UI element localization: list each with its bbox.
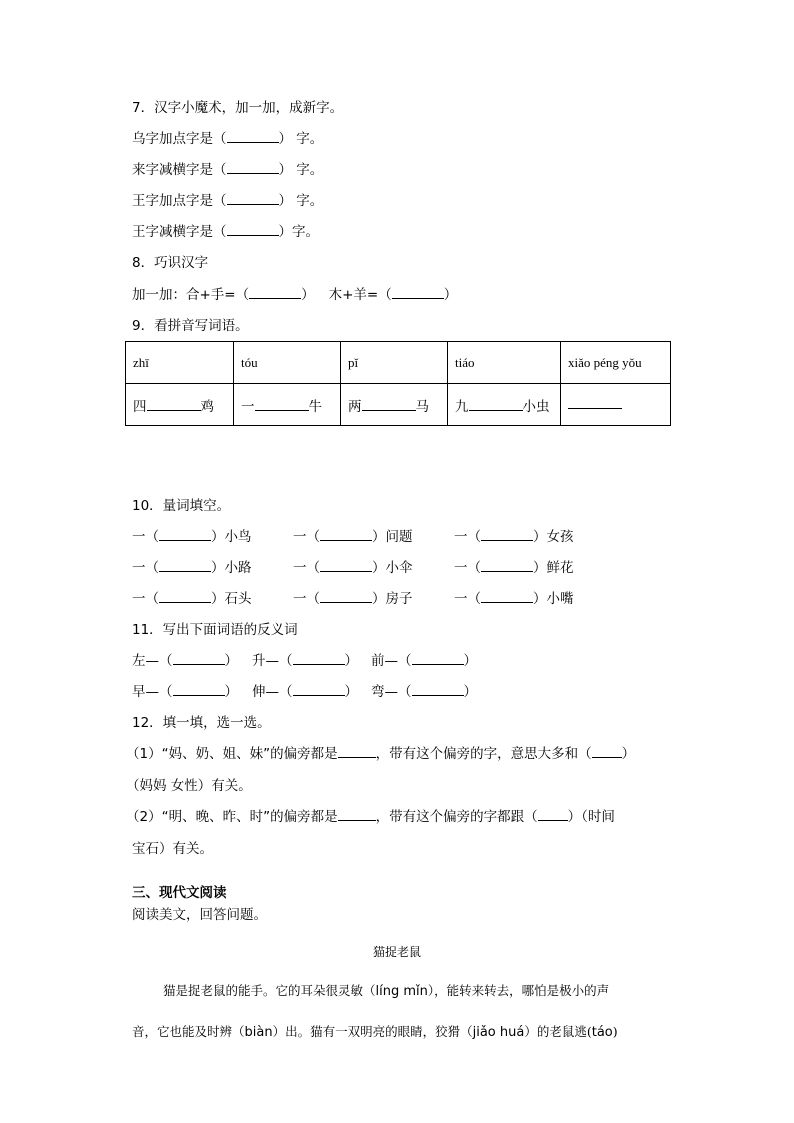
answer-blank[interactable]	[293, 683, 345, 696]
q7-line-4-text: 王字减横字是（	[132, 224, 227, 240]
answer-blank[interactable]	[227, 192, 279, 205]
answer-blank[interactable]	[412, 652, 464, 665]
q10-row-1	[132, 528, 574, 546]
q10-post: ）小鸟	[211, 529, 252, 545]
q10-pre: 一（	[454, 591, 481, 607]
answer-blank[interactable]	[173, 652, 225, 665]
q8-close: ）	[301, 287, 315, 303]
q10-row-2	[132, 559, 574, 577]
q11-post: ）	[224, 684, 238, 700]
q7-line-2-text: 来字减横字是（	[132, 162, 227, 178]
q12-p2-text-2: ，带有这个偏旁的字都跟（	[375, 809, 538, 825]
answer-blank[interactable]	[159, 528, 211, 541]
q7-line-1-text: 乌字加点字是（	[132, 131, 227, 147]
q8-title: 8．巧识汉字	[132, 255, 209, 271]
pinyin-annotation: biàn	[244, 1025, 273, 1040]
word-prefix: 四	[133, 398, 147, 415]
q8-second: 木+羊=（	[328, 287, 392, 303]
word-prefix: 一	[241, 398, 255, 415]
q12-p1-close: ）	[621, 746, 636, 762]
reading-instruction: 阅读美文，回答问题。	[132, 907, 267, 923]
q7-line-2	[132, 161, 323, 179]
word-cell[interactable]	[341, 384, 448, 426]
q11-row-1	[132, 652, 477, 670]
answer-blank[interactable]	[173, 683, 225, 696]
pinyin-cell: xiǎo péng yǒu	[561, 342, 671, 384]
word-suffix: 牛	[308, 398, 322, 415]
q12-p1-text: （1）“妈、奶、姐、妹”的偏旁都是	[126, 746, 338, 762]
story-text: ），能转来转去，哪怕是极小的声	[427, 983, 610, 998]
pinyin-cell: tóu	[234, 342, 341, 384]
q10-post: ）房子	[372, 591, 413, 607]
word-cell[interactable]	[448, 384, 561, 426]
answer-blank[interactable]	[481, 590, 533, 603]
q8-end-close: ）	[443, 287, 458, 303]
answer-blank[interactable]	[568, 396, 622, 409]
q10-pre: 一（	[454, 529, 481, 545]
q7-line-4	[132, 223, 319, 241]
q11-post: ）	[224, 653, 238, 669]
q9-title: 9．看拼音写词语。	[132, 318, 249, 334]
answer-blank[interactable]	[320, 590, 372, 603]
word-suffix: 鸡	[200, 398, 214, 415]
answer-blank[interactable]	[469, 398, 523, 411]
q12-p2-options: ）（时间	[567, 809, 615, 825]
q11-pre: 早—（	[132, 684, 173, 700]
q7-line-3-text: 王字加点字是（	[132, 193, 227, 209]
q11-pre: 升—（	[252, 653, 293, 669]
q12-title: 12．填一填，选一选。	[132, 715, 271, 731]
pinyin-cell: tiáo	[448, 342, 561, 384]
q10-pre: 一（	[132, 529, 159, 545]
story-line-2	[132, 1022, 618, 1040]
answer-blank[interactable]	[320, 559, 372, 572]
q10-row-3	[132, 590, 574, 608]
pinyin-annotation: jiǎo huá	[472, 1025, 525, 1040]
answer-blank[interactable]	[338, 808, 376, 821]
answer-blank[interactable]	[392, 286, 444, 299]
q12-part-2	[126, 808, 615, 826]
word-cell[interactable]	[234, 384, 341, 426]
q8-line	[132, 286, 457, 304]
q10-post: ）女孩	[533, 529, 574, 545]
word-suffix: 马	[415, 398, 429, 415]
answer-blank[interactable]	[159, 559, 211, 572]
answer-blank[interactable]	[159, 590, 211, 603]
answer-blank[interactable]	[249, 286, 301, 299]
pinyin-annotation: líng mǐn	[375, 984, 428, 999]
q10-title: 10．量词填空。	[132, 498, 231, 514]
answer-blank[interactable]	[481, 528, 533, 541]
q10-post: ）小路	[211, 560, 252, 576]
pinyin-row	[126, 342, 671, 384]
answer-blank[interactable]	[227, 161, 279, 174]
answer-blank[interactable]	[592, 745, 622, 758]
answer-blank[interactable]	[481, 559, 533, 572]
answer-blank[interactable]	[362, 398, 416, 411]
story-text: ）出。猫有一双明亮的眼睛，狡猾（	[272, 1024, 473, 1039]
q7-title: 7．汉字小魔术，加一加，成新字。	[132, 100, 344, 116]
word-cell[interactable]	[561, 384, 671, 426]
story-text: )	[612, 1024, 618, 1039]
q11-post: ）	[463, 684, 477, 700]
q10-post: ）问题	[372, 529, 413, 545]
word-prefix: 两	[348, 398, 362, 415]
pinyin-cell: zhī	[126, 342, 234, 384]
word-prefix: 九	[455, 398, 469, 415]
q7-line-1	[132, 130, 323, 148]
q10-post: ）小嘴	[533, 591, 574, 607]
section-heading: 三、现代文阅读	[132, 885, 227, 901]
pinyin-annotation: táo	[591, 1025, 613, 1040]
q7-line-2-tail: ） 字。	[278, 162, 324, 178]
q12-part-2-options: 宝石）有关。	[132, 841, 213, 857]
story-title: 猫捉老鼠	[372, 945, 421, 959]
word-cell[interactable]	[126, 384, 234, 426]
q10-pre: 一（	[132, 560, 159, 576]
q7-line-3-tail: ） 字。	[278, 193, 324, 209]
q8-prefix: 加一加：合+手=（	[132, 287, 250, 303]
q10-pre: 一（	[293, 591, 320, 607]
q12-part-1-options: （妈妈 女性）有关。	[126, 778, 252, 794]
story-text: 猫是捉老鼠的能手。它的耳朵很灵敏（	[163, 983, 376, 998]
answer-blank[interactable]	[338, 745, 376, 758]
q11-pre: 弯—（	[371, 684, 412, 700]
answer-blank[interactable]	[293, 652, 345, 665]
answer-blank[interactable]	[147, 398, 201, 411]
answer-blank[interactable]	[320, 528, 372, 541]
answer-blank[interactable]	[412, 683, 464, 696]
q11-post: ）	[463, 653, 477, 669]
q10-post: ）鲜花	[533, 560, 574, 576]
story-text: 音，它也能及时辨（	[132, 1024, 245, 1039]
answer-blank[interactable]	[227, 130, 279, 143]
q10-pre: 一（	[132, 591, 159, 607]
q11-pre: 左—（	[132, 653, 173, 669]
pinyin-cell: pǐ	[341, 342, 448, 384]
q12-p2-text: （2）“明、晚、昨、时”的偏旁都是	[126, 809, 338, 825]
q10-pre: 一（	[293, 529, 320, 545]
q12-p1-text-2: ，带有这个偏旁的字，意思大多和（	[375, 746, 592, 762]
story-text: ）的老鼠逃(	[524, 1024, 592, 1039]
q7-line-1-tail: ） 字。	[278, 131, 324, 147]
q7-line-3	[132, 192, 323, 210]
pinyin-table	[125, 341, 671, 426]
q11-title: 11．写出下面词语的反义词	[132, 622, 298, 638]
q11-pre: 伸—（	[252, 684, 293, 700]
q10-post: ）石头	[211, 591, 252, 607]
answer-blank[interactable]	[227, 223, 279, 236]
q12-part-1	[126, 745, 635, 763]
answer-blank[interactable]	[538, 808, 568, 821]
q11-post: ）	[344, 653, 358, 669]
q7-line-4-tail: ）字。	[278, 224, 319, 240]
q10-pre: 一（	[454, 560, 481, 576]
word-suffix: 小虫	[522, 398, 550, 415]
q10-pre: 一（	[293, 560, 320, 576]
word-row	[126, 384, 671, 426]
q11-post: ）	[344, 684, 358, 700]
q10-post: ）小伞	[372, 560, 413, 576]
q11-pre: 前—（	[371, 653, 412, 669]
answer-blank[interactable]	[255, 398, 309, 411]
story-line-1	[163, 981, 609, 999]
q11-row-2	[132, 683, 477, 701]
